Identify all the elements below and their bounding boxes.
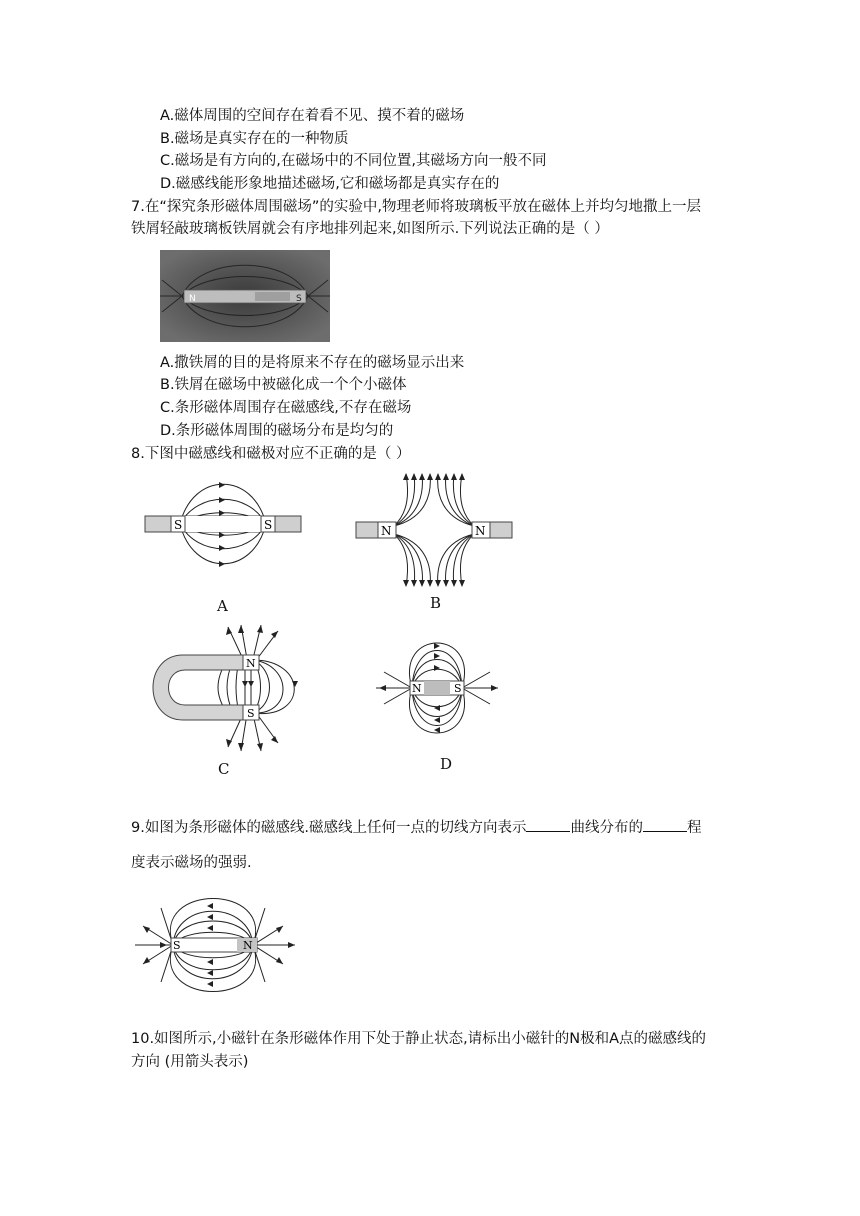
q6-option-d: D.磁感线能形象地描述磁场,它和磁场都是真实存在的 (160, 176, 500, 192)
q9-stem-line2: 度表示磁场的强弱. (131, 855, 252, 871)
photo-pole-n: N (189, 294, 196, 304)
fig-b-pole-right: N (475, 524, 486, 538)
fig-a-pole-left: S (174, 518, 183, 532)
fig-c-label: C (218, 760, 230, 778)
q8-stem: 8.下图中磁感线和磁极对应不正确的是（ ） (131, 446, 411, 462)
q6-option-c: C.磁场是有方向的,在磁场中的不同位置,其磁场方向一般不同 (160, 153, 547, 169)
fig-a-pole-right: S (264, 518, 273, 532)
q9-stem-line1 (131, 817, 701, 838)
fig-a-label: A (217, 597, 228, 615)
q10-stem-line2: 方向 (用箭头表示) (131, 1054, 249, 1070)
q9-part2: 曲线分布的 (570, 820, 643, 836)
q9-blank-2[interactable] (643, 817, 687, 832)
q9-part1: 9.如图为条形磁体的磁感线.磁感线上任何一点的切线方向表示 (131, 820, 527, 836)
q6-option-a: A.磁体周围的空间存在着看不见、摸不着的磁场 (160, 108, 465, 124)
fig-c-pole-bottom: S (247, 707, 255, 720)
q9-pole-left: S (173, 939, 181, 952)
iron-filings-photo (160, 250, 330, 342)
q7-stem-line1: 7.在“探究条形磁体周围磁场”的实验中,物理老师将玻璃板平放在磁体上并均匀地撒上一层 (131, 199, 701, 215)
fig-c-pole-top: N (246, 657, 256, 670)
q9-part3: 程 (686, 820, 702, 836)
q7-option-d: D.条形磁体周围的磁场分布是均匀的 (160, 423, 394, 439)
q6-option-b: B.磁场是真实存在的一种物质 (160, 131, 349, 147)
fig-b-label: B (430, 594, 442, 612)
figure-c (143, 625, 308, 753)
figure-a (143, 476, 303, 586)
figure-q9 (131, 888, 301, 1013)
q7-option-c: C.条形磁体周围存在磁感线,不存在磁场 (160, 400, 412, 416)
q10-stem-line1: 10.如图所示,小磁针在条形磁体作用下处于静止状态,请标出小磁针的N极和A点的磁感线的 (131, 1031, 707, 1047)
q7-option-b: B.铁屑在磁场中被磁化成一个个小磁体 (160, 377, 407, 393)
fig-d-pole-left: N (412, 682, 422, 695)
figure-b (354, 472, 514, 588)
q9-pole-right: N (243, 939, 253, 952)
figure-d (374, 628, 500, 748)
q7-option-a: A.撒铁屑的目的是将原来不存在的磁场显示出来 (160, 355, 465, 371)
q9-blank-1[interactable] (526, 817, 570, 832)
photo-pole-s: S (296, 294, 302, 304)
fig-d-pole-right: S (454, 682, 462, 695)
fig-d-label: D (440, 755, 453, 773)
q7-stem-line2: 铁屑轻敲玻璃板铁屑就会有序地排列起来,如图所示.下列说法正确的是（ ） (131, 221, 609, 237)
fig-b-pole-left: N (381, 524, 392, 538)
